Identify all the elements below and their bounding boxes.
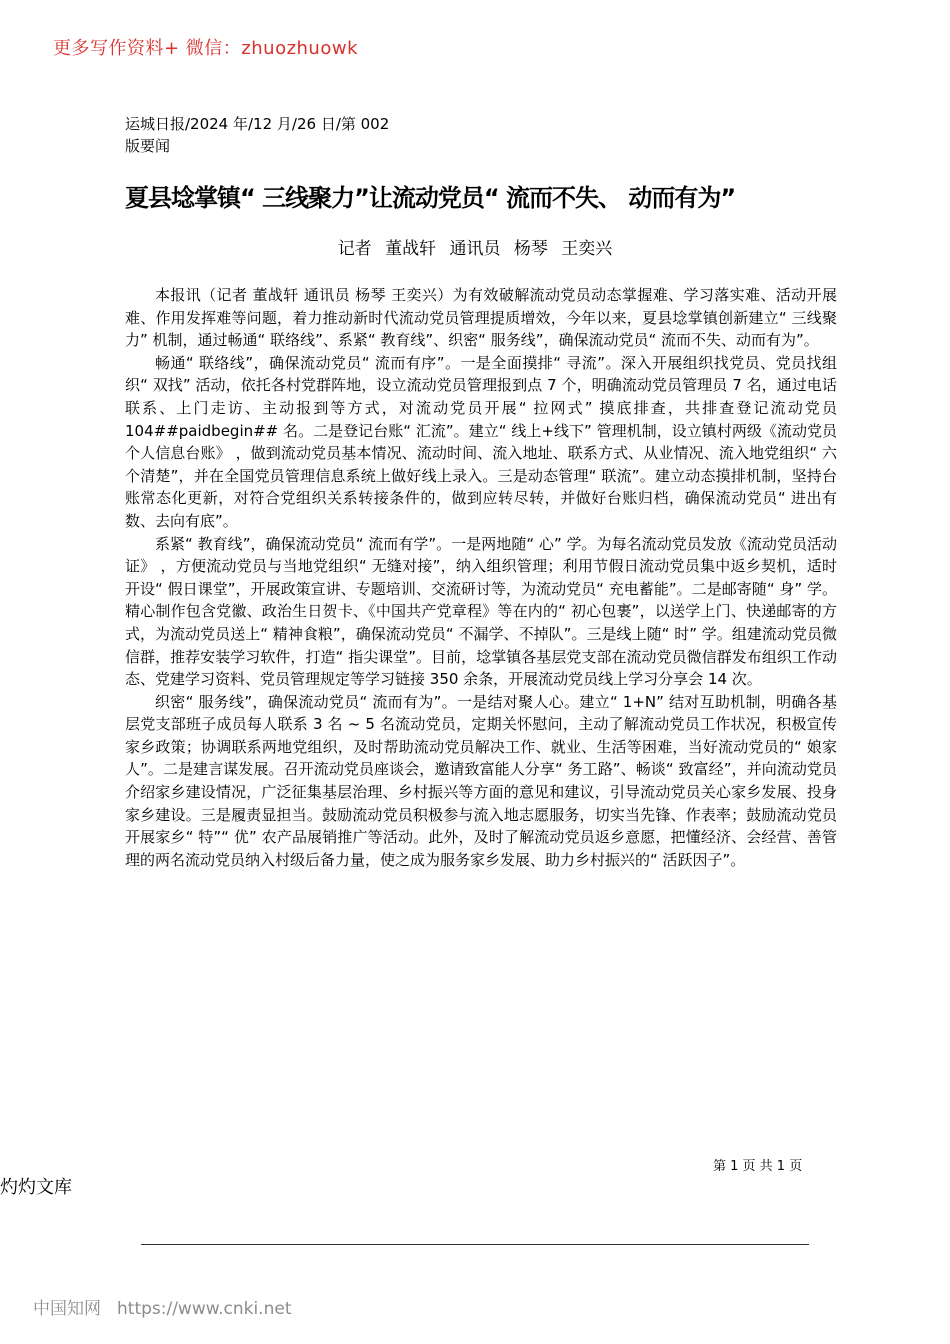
article-headline: 夏县埝掌镇“ 三线聚力”让流动党员“ 流而不失、 动而有为” — [125, 184, 736, 212]
article-body — [125, 284, 837, 871]
paragraph-education-line: 系紧“ 教育线”，确保流动党员“ 流而有学”。一是两地随“ 心” 学。为每名流动党员发放《流动党员活动证》 ，方便流动党员与当地党组织“ 无缝对接”，纳入组织管理；利用节假日流动党员集中返乡契机，适时开设“ 假日课堂”，开展政策宣讲、专题培训、交流研讨等，为流动党员“ 充电蓄能”。二是邮寄随“ 身” 学。精心制作包含党徽、政治生日贺卡、《中国共产党章程》等在内的“ 初心包裹”，以送学上门、快递邮寄的方式，为流动党员送上“ 精神食粮”，确保流动党员“ 不漏学、不掉队”。三是线上随“ 时” 学。组建流动党员微信群，推荐安装学习软件，打造“ 指尖课堂”。目前，埝掌镇各基层党支部在流动党员微信群发布组织工作动态、党建学习资料、党员管理规定等学习链接 350 余条，开展流动党员线上学习分享会 14 次。 — [125, 534, 837, 689]
paragraph-service-line: 织密“ 服务线”，确保流动党员“ 流而有为”。一是结对聚人心。建立“ 1+N” 结对互助机制，明确各基层党支部班子成员每人联系 3 名 ~ 5 名流动党员，定期关怀慰问，主动了解流动党员工作状况，积极宣传家乡政策；协调联系两地党组织，及时帮助流动党员解决工作、就业、生活等困难，当好流动党员的“ 娘家人”。二是建言谋发展。召开流动党员座谈会，邀请致富能人分享“ 务工路”、畅谈“ 致富经”，并向流动党员介绍家乡建设情况，广泛征集基层治理、乡村振兴等方面的意见和建议，引导流动党员关心家乡发展、投身家乡建设。三是履责显担当。鼓励流动党员积极参与流入地志愿服务，切实当先锋、作表率；鼓励流动党员开展家乡“ 特”“ 优” 农产品展销推广等活动。此外，及时了解流动党员返乡意愿，把懂经济、会经营、善管理的两名流动党员纳入村级后备力量，使之成为服务家乡发展、助力乡村振兴的“ 活跃因子”。 — [125, 692, 837, 869]
article-byline: 记者 董战轩 通讯员 杨琴 王奕兴 — [337, 239, 613, 259]
source-info — [125, 113, 389, 157]
promo-banner: 更多写作资料+ 微信：zhuozhuowk — [53, 38, 359, 59]
footer-watermark — [33, 1294, 291, 1319]
source-line-1: 运城日报/2024 年/12 月/26 日/第 002 — [125, 115, 390, 133]
paragraph-intro: 本报讯（记者 董战轩 通讯员 杨琴 王奕兴）为有效破解流动党员动态掌握难、学习落实难、活动开展难、作用发挥难等问题，着力推动新时代流动党员管理提质增效，今年以来，夏县埝掌镇创新建立“ 三线聚力” 机制，通过畅通“ 联络线”、系紧“ 教育线”、织密“ 服务线”，确保流动党员“ 流而不失、动而有为”。 — [125, 286, 837, 350]
brand-label: 灼灼文库 — [0, 1177, 72, 1198]
footer-site-name: 中国知网 — [33, 1299, 101, 1319]
paragraph-liaison-line: 畅通“ 联络线”，确保流动党员“ 流而有序”。一是全面摸排“ 寻流”。深入开展组织找党员、党员找组织“ 双找” 活动，依托各村党群阵地，设立流动党员管理报到点 7 个，明确流动党员管理员 7 名，通过电话联系、上门走访、主动报到等方式，对流动党员开展“ 拉网式” 摸底排查，共排查登记流动党员 104##paidbegin## 名。二是登记台账“ 汇流”。建立“ 线上+线下” 管理机制，设立镇村两级《流动党员个人信息台账》 ，做到流动党员基本情况、流动时间、流入地址、联系方式、从业情况、流入地党组织“ 六个清楚”，并在全国党员管理信息系统上做好线上录入。三是动态管理“ 联流”。建立动态摸排机制，坚持台账常态化更新，对符合党组织关系转接条件的，做到应转尽转，并做好台账归档，确保流动党员“ 进出有数、去向有底”。 — [125, 353, 837, 530]
source-line-2: 版要闻 — [125, 137, 171, 155]
footer-url[interactable]: https://www.cnki.net — [117, 1299, 292, 1319]
page-number: 第 1 页 共 1 页 — [713, 1159, 803, 1174]
footer-divider — [141, 1244, 809, 1245]
